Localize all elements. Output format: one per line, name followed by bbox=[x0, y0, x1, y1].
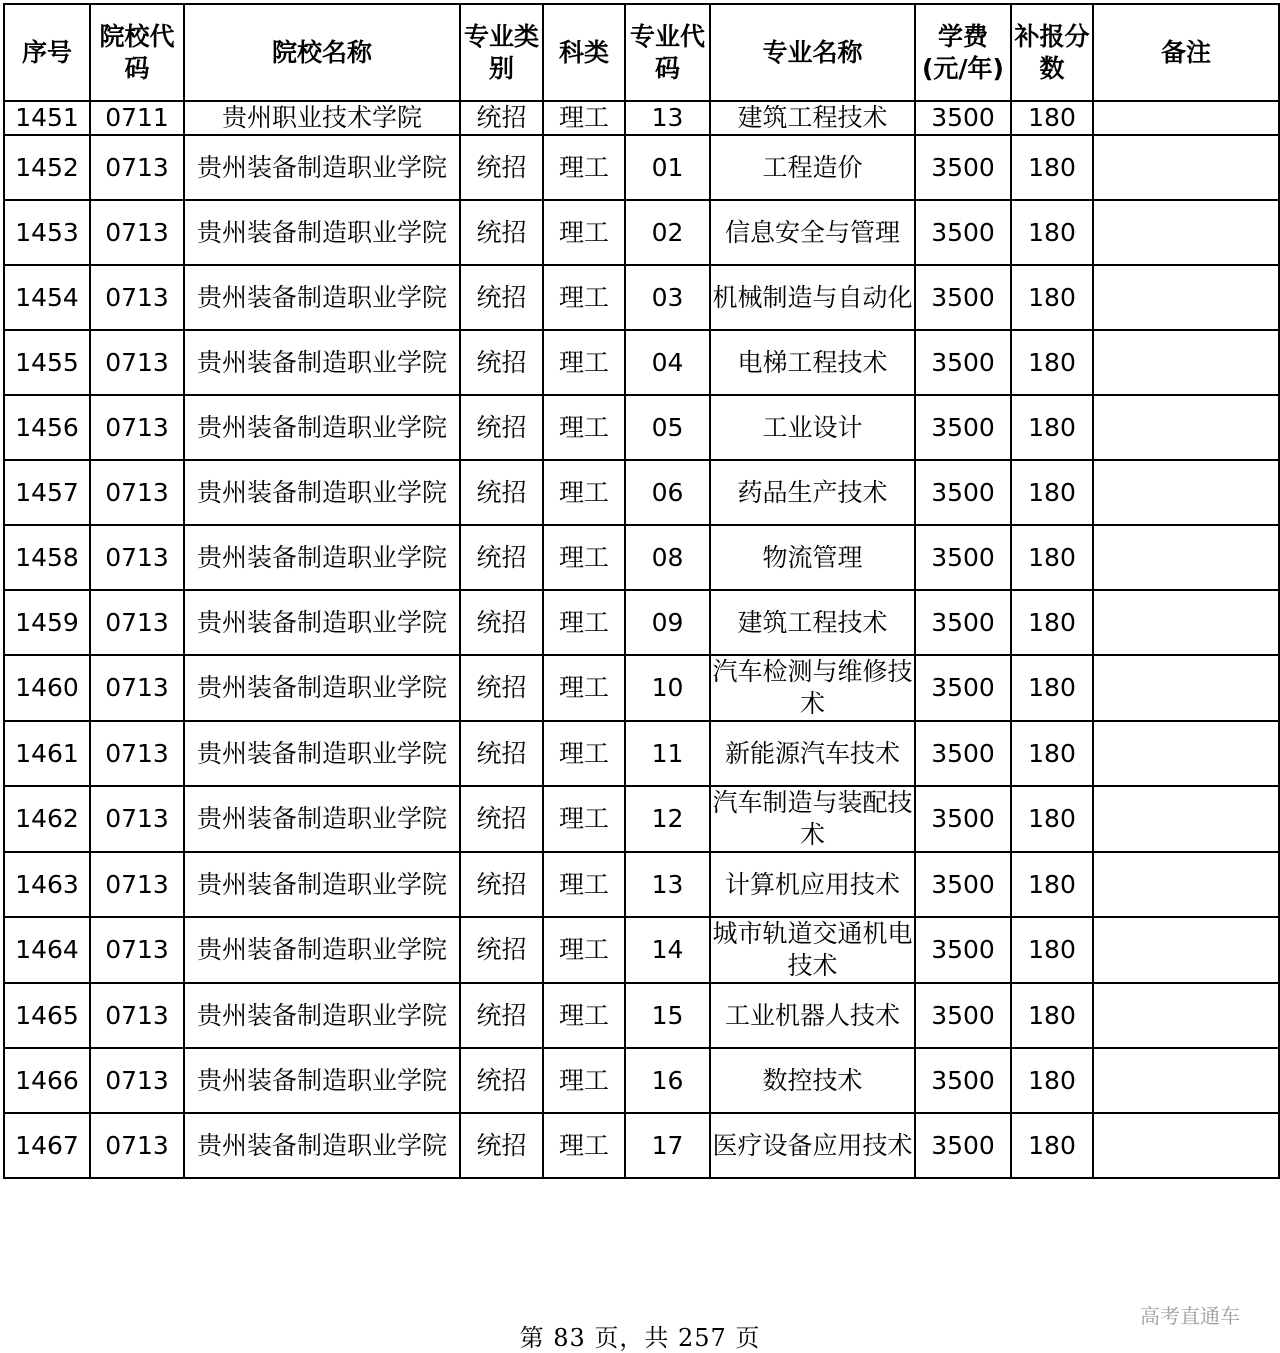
cell-major-code: 05 bbox=[625, 395, 710, 460]
cell-category: 统招 bbox=[460, 395, 543, 460]
cell-score: 180 bbox=[1011, 786, 1093, 852]
cell-category: 统招 bbox=[460, 101, 543, 135]
cell-major-name: 数控技术 bbox=[710, 1048, 915, 1113]
cell-school-name: 贵州装备制造职业学院 bbox=[184, 786, 460, 852]
cell-subject: 理工 bbox=[543, 265, 625, 330]
cell-major-name: 工程造价 bbox=[710, 135, 915, 200]
cell-school-code: 0713 bbox=[90, 1048, 184, 1113]
cell-school-name: 贵州装备制造职业学院 bbox=[184, 721, 460, 786]
header-note: 备注 bbox=[1093, 4, 1279, 101]
cell-tuition: 3500 bbox=[915, 721, 1011, 786]
cell-school-code: 0713 bbox=[90, 265, 184, 330]
table-row bbox=[4, 983, 1279, 1048]
cell-subject: 理工 bbox=[543, 200, 625, 265]
cell-category: 统招 bbox=[460, 460, 543, 525]
header-row bbox=[4, 4, 1279, 101]
cell-school-name: 贵州装备制造职业学院 bbox=[184, 917, 460, 983]
cell-seq: 1463 bbox=[4, 852, 90, 917]
cell-score: 180 bbox=[1011, 460, 1093, 525]
cell-subject: 理工 bbox=[543, 101, 625, 135]
cell-seq: 1459 bbox=[4, 590, 90, 655]
cell-tuition: 3500 bbox=[915, 200, 1011, 265]
cell-note bbox=[1093, 460, 1279, 525]
cell-seq: 1467 bbox=[4, 1113, 90, 1178]
cell-school-name: 贵州装备制造职业学院 bbox=[184, 1113, 460, 1178]
page-number: 第 83 页，共 257 页 bbox=[519, 1324, 761, 1352]
cell-subject: 理工 bbox=[543, 460, 625, 525]
cell-score: 180 bbox=[1011, 265, 1093, 330]
cell-subject: 理工 bbox=[543, 590, 625, 655]
cell-score: 180 bbox=[1011, 1048, 1093, 1113]
cell-major-code: 13 bbox=[625, 852, 710, 917]
cell-seq: 1456 bbox=[4, 395, 90, 460]
cell-score: 180 bbox=[1011, 590, 1093, 655]
cell-note bbox=[1093, 525, 1279, 590]
cell-major-code: 04 bbox=[625, 330, 710, 395]
table-row bbox=[4, 330, 1279, 395]
cell-note bbox=[1093, 983, 1279, 1048]
cell-subject: 理工 bbox=[543, 1048, 625, 1113]
cell-school-name: 贵州装备制造职业学院 bbox=[184, 852, 460, 917]
cell-major-name: 药品生产技术 bbox=[710, 460, 915, 525]
cell-seq: 1462 bbox=[4, 786, 90, 852]
cell-major-code: 15 bbox=[625, 983, 710, 1048]
table-row bbox=[4, 655, 1279, 721]
cell-tuition: 3500 bbox=[915, 917, 1011, 983]
cell-major-code: 16 bbox=[625, 1048, 710, 1113]
cell-school-code: 0713 bbox=[90, 786, 184, 852]
cell-school-name: 贵州装备制造职业学院 bbox=[184, 590, 460, 655]
cell-note bbox=[1093, 721, 1279, 786]
cell-school-name: 贵州装备制造职业学院 bbox=[184, 265, 460, 330]
cell-school-code: 0713 bbox=[90, 135, 184, 200]
cell-category: 统招 bbox=[460, 200, 543, 265]
cell-major-code: 01 bbox=[625, 135, 710, 200]
cell-major-name: 医疗设备应用技术 bbox=[710, 1113, 915, 1178]
cell-major-code: 09 bbox=[625, 590, 710, 655]
cell-major-name: 建筑工程技术 bbox=[710, 101, 915, 135]
cell-score: 180 bbox=[1011, 983, 1093, 1048]
cell-category: 统招 bbox=[460, 655, 543, 721]
table-row bbox=[4, 460, 1279, 525]
table-row bbox=[4, 590, 1279, 655]
cell-subject: 理工 bbox=[543, 721, 625, 786]
cell-category: 统招 bbox=[460, 265, 543, 330]
cell-tuition: 3500 bbox=[915, 525, 1011, 590]
table-row bbox=[4, 101, 1279, 135]
cell-tuition: 3500 bbox=[915, 135, 1011, 200]
cell-major-name: 汽车检测与维修技术 bbox=[710, 655, 915, 721]
cell-score: 180 bbox=[1011, 525, 1093, 590]
cell-school-code: 0713 bbox=[90, 655, 184, 721]
cell-school-name: 贵州装备制造职业学院 bbox=[184, 135, 460, 200]
cell-subject: 理工 bbox=[543, 1113, 625, 1178]
cell-note bbox=[1093, 1048, 1279, 1113]
cell-seq: 1453 bbox=[4, 200, 90, 265]
table-row bbox=[4, 135, 1279, 200]
table-row bbox=[4, 1048, 1279, 1113]
cell-score: 180 bbox=[1011, 655, 1093, 721]
cell-category: 统招 bbox=[460, 917, 543, 983]
cell-note bbox=[1093, 852, 1279, 917]
header-category: 专业类别 bbox=[460, 4, 543, 101]
admissions-table bbox=[3, 3, 1280, 1179]
cell-tuition: 3500 bbox=[915, 590, 1011, 655]
header-score: 补报分数 bbox=[1011, 4, 1093, 101]
cell-tuition: 3500 bbox=[915, 1113, 1011, 1178]
table-row bbox=[4, 917, 1279, 983]
header-major-name: 专业名称 bbox=[710, 4, 915, 101]
cell-tuition: 3500 bbox=[915, 1048, 1011, 1113]
cell-score: 180 bbox=[1011, 852, 1093, 917]
cell-subject: 理工 bbox=[543, 395, 625, 460]
cell-tuition: 3500 bbox=[915, 655, 1011, 721]
cell-major-code: 17 bbox=[625, 1113, 710, 1178]
cell-seq: 1465 bbox=[4, 983, 90, 1048]
table-row bbox=[4, 395, 1279, 460]
cell-score: 180 bbox=[1011, 917, 1093, 983]
cell-school-code: 0713 bbox=[90, 525, 184, 590]
cell-seq: 1466 bbox=[4, 1048, 90, 1113]
cell-major-name: 新能源汽车技术 bbox=[710, 721, 915, 786]
cell-school-name: 贵州装备制造职业学院 bbox=[184, 460, 460, 525]
cell-major-code: 12 bbox=[625, 786, 710, 852]
cell-score: 180 bbox=[1011, 200, 1093, 265]
cell-tuition: 3500 bbox=[915, 786, 1011, 852]
cell-subject: 理工 bbox=[543, 525, 625, 590]
cell-score: 180 bbox=[1011, 395, 1093, 460]
cell-note bbox=[1093, 1113, 1279, 1178]
cell-major-name: 工业机器人技术 bbox=[710, 983, 915, 1048]
header-tuition: 学费(元/年) bbox=[915, 4, 1011, 101]
cell-tuition: 3500 bbox=[915, 265, 1011, 330]
cell-major-name: 物流管理 bbox=[710, 525, 915, 590]
cell-note bbox=[1093, 101, 1279, 135]
cell-school-name: 贵州装备制造职业学院 bbox=[184, 1048, 460, 1113]
cell-school-code: 0713 bbox=[90, 983, 184, 1048]
table-row bbox=[4, 200, 1279, 265]
cell-major-code: 02 bbox=[625, 200, 710, 265]
watermark-text: 高考直通车 bbox=[1140, 1304, 1240, 1328]
cell-tuition: 3500 bbox=[915, 460, 1011, 525]
cell-seq: 1458 bbox=[4, 525, 90, 590]
header-subject: 科类 bbox=[543, 4, 625, 101]
cell-school-code: 0713 bbox=[90, 395, 184, 460]
cell-subject: 理工 bbox=[543, 786, 625, 852]
cell-category: 统招 bbox=[460, 721, 543, 786]
cell-school-code: 0713 bbox=[90, 200, 184, 265]
cell-major-name: 机械制造与自动化 bbox=[710, 265, 915, 330]
cell-school-code: 0713 bbox=[90, 590, 184, 655]
cell-school-name: 贵州装备制造职业学院 bbox=[184, 983, 460, 1048]
cell-tuition: 3500 bbox=[915, 395, 1011, 460]
table-row bbox=[4, 1113, 1279, 1178]
cell-subject: 理工 bbox=[543, 983, 625, 1048]
header-major-code: 专业代码 bbox=[625, 4, 710, 101]
table-row bbox=[4, 852, 1279, 917]
cell-note bbox=[1093, 917, 1279, 983]
cell-subject: 理工 bbox=[543, 917, 625, 983]
cell-category: 统招 bbox=[460, 1113, 543, 1178]
cell-tuition: 3500 bbox=[915, 330, 1011, 395]
cell-school-name: 贵州职业技术学院 bbox=[184, 101, 460, 135]
cell-major-name: 信息安全与管理 bbox=[710, 200, 915, 265]
cell-category: 统招 bbox=[460, 330, 543, 395]
cell-major-code: 13 bbox=[625, 101, 710, 135]
cell-category: 统招 bbox=[460, 135, 543, 200]
cell-major-name: 电梯工程技术 bbox=[710, 330, 915, 395]
cell-category: 统招 bbox=[460, 590, 543, 655]
cell-category: 统招 bbox=[460, 983, 543, 1048]
cell-note bbox=[1093, 590, 1279, 655]
cell-seq: 1455 bbox=[4, 330, 90, 395]
cell-school-code: 0713 bbox=[90, 1113, 184, 1178]
cell-seq: 1452 bbox=[4, 135, 90, 200]
cell-major-name: 计算机应用技术 bbox=[710, 852, 915, 917]
cell-seq: 1457 bbox=[4, 460, 90, 525]
cell-seq: 1464 bbox=[4, 917, 90, 983]
cell-note bbox=[1093, 135, 1279, 200]
cell-major-code: 14 bbox=[625, 917, 710, 983]
cell-score: 180 bbox=[1011, 1113, 1093, 1178]
cell-tuition: 3500 bbox=[915, 101, 1011, 135]
cell-school-code: 0713 bbox=[90, 721, 184, 786]
cell-note bbox=[1093, 330, 1279, 395]
cell-major-name: 城市轨道交通机电技术 bbox=[710, 917, 915, 983]
cell-major-name: 工业设计 bbox=[710, 395, 915, 460]
cell-school-code: 0713 bbox=[90, 852, 184, 917]
cell-subject: 理工 bbox=[543, 655, 625, 721]
cell-note bbox=[1093, 265, 1279, 330]
cell-seq: 1454 bbox=[4, 265, 90, 330]
cell-category: 统招 bbox=[460, 852, 543, 917]
table-row bbox=[4, 525, 1279, 590]
cell-school-name: 贵州装备制造职业学院 bbox=[184, 330, 460, 395]
cell-major-code: 06 bbox=[625, 460, 710, 525]
cell-school-code: 0713 bbox=[90, 460, 184, 525]
cell-score: 180 bbox=[1011, 135, 1093, 200]
cell-major-code: 03 bbox=[625, 265, 710, 330]
header-school-name: 院校名称 bbox=[184, 4, 460, 101]
cell-school-code: 0713 bbox=[90, 917, 184, 983]
cell-seq: 1461 bbox=[4, 721, 90, 786]
cell-category: 统招 bbox=[460, 525, 543, 590]
cell-score: 180 bbox=[1011, 721, 1093, 786]
cell-score: 180 bbox=[1011, 101, 1093, 135]
cell-major-name: 建筑工程技术 bbox=[710, 590, 915, 655]
cell-note bbox=[1093, 786, 1279, 852]
cell-subject: 理工 bbox=[543, 135, 625, 200]
cell-major-code: 10 bbox=[625, 655, 710, 721]
cell-note bbox=[1093, 200, 1279, 265]
header-seq: 序号 bbox=[4, 4, 90, 101]
table-row bbox=[4, 265, 1279, 330]
cell-school-name: 贵州装备制造职业学院 bbox=[184, 395, 460, 460]
cell-subject: 理工 bbox=[543, 852, 625, 917]
cell-subject: 理工 bbox=[543, 330, 625, 395]
cell-tuition: 3500 bbox=[915, 983, 1011, 1048]
cell-school-name: 贵州装备制造职业学院 bbox=[184, 655, 460, 721]
cell-category: 统招 bbox=[460, 786, 543, 852]
cell-major-code: 08 bbox=[625, 525, 710, 590]
cell-seq: 1460 bbox=[4, 655, 90, 721]
header-school-code: 院校代码 bbox=[90, 4, 184, 101]
cell-school-name: 贵州装备制造职业学院 bbox=[184, 525, 460, 590]
cell-category: 统招 bbox=[460, 1048, 543, 1113]
cell-school-code: 0711 bbox=[90, 101, 184, 135]
cell-note bbox=[1093, 395, 1279, 460]
cell-school-code: 0713 bbox=[90, 330, 184, 395]
cell-note bbox=[1093, 655, 1279, 721]
cell-score: 180 bbox=[1011, 330, 1093, 395]
cell-seq: 1451 bbox=[4, 101, 90, 135]
cell-major-name: 汽车制造与装配技术 bbox=[710, 786, 915, 852]
cell-tuition: 3500 bbox=[915, 852, 1011, 917]
cell-school-name: 贵州装备制造职业学院 bbox=[184, 200, 460, 265]
table-row bbox=[4, 721, 1279, 786]
cell-major-code: 11 bbox=[625, 721, 710, 786]
table-row bbox=[4, 786, 1279, 852]
